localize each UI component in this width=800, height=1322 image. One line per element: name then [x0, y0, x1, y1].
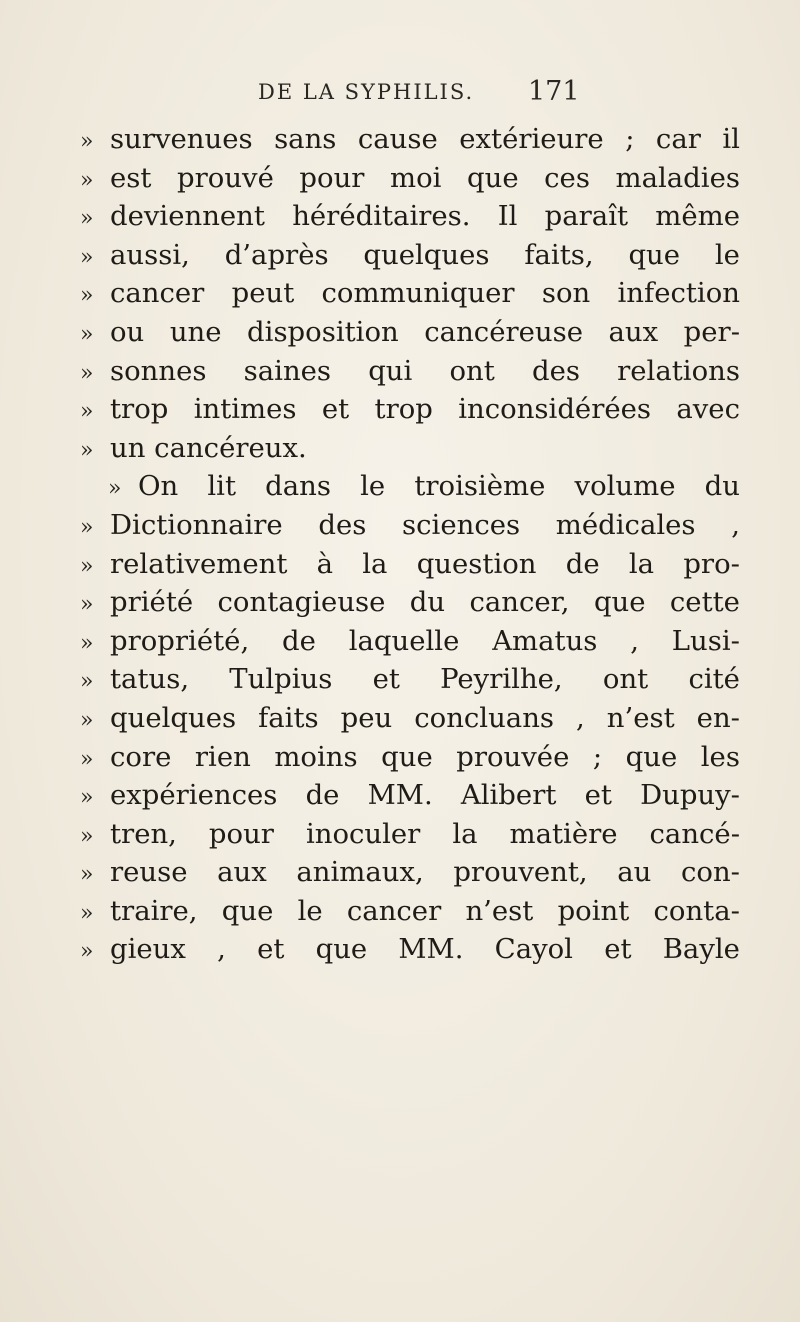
line-text: [110, 159, 740, 198]
word: faits,: [524, 238, 594, 271]
word: saines: [243, 354, 332, 387]
quote-mark: »: [80, 206, 94, 232]
word: inoculer: [305, 817, 421, 850]
text-line: [80, 660, 740, 699]
word: cancé-: [649, 817, 740, 850]
text-line: [80, 467, 740, 506]
page-number: 171: [528, 76, 580, 107]
word: d’après: [224, 238, 329, 271]
text-line: [80, 892, 740, 931]
quote-mark: »: [80, 669, 94, 695]
word: faits: [258, 701, 319, 734]
word: le: [714, 238, 740, 271]
word: Amatus: [492, 624, 598, 657]
word: contagieuse: [217, 586, 386, 619]
line-text: [110, 274, 740, 313]
word: rien: [194, 740, 251, 773]
body-text: [80, 120, 740, 969]
text-line: [80, 815, 740, 854]
word: que: [221, 894, 274, 927]
word: tren,: [110, 817, 177, 850]
line-text: [110, 545, 740, 584]
line-text: [138, 467, 740, 506]
word: et: [321, 393, 350, 426]
word: que: [315, 933, 368, 966]
text-line: [80, 313, 740, 352]
line-text: [110, 776, 740, 815]
word: et: [257, 933, 285, 966]
word: concluans: [414, 701, 555, 734]
word: Peyrilhe,: [440, 663, 563, 696]
line-text: [110, 699, 740, 738]
word: et: [604, 933, 632, 966]
word: de: [282, 624, 316, 657]
word: de: [565, 547, 600, 580]
word: deviennent: [110, 200, 265, 233]
word: ces: [544, 161, 590, 194]
word: On: [138, 470, 179, 503]
word: sciences: [402, 508, 521, 541]
word: cité: [688, 663, 740, 696]
word: infection: [617, 277, 740, 310]
word: volume: [574, 470, 676, 503]
line-text: [110, 390, 740, 429]
word: ,: [731, 508, 740, 541]
line-text: [110, 236, 740, 275]
word: communiquer: [321, 277, 515, 310]
word: MM.: [367, 779, 433, 812]
word: matière: [509, 817, 618, 850]
text-line: [80, 699, 740, 738]
word: la: [452, 817, 478, 850]
word: survenues: [110, 123, 253, 155]
word: tatus,: [110, 663, 190, 696]
line-text: [110, 352, 740, 391]
text-line: [80, 738, 740, 777]
word: Cayol: [494, 933, 573, 966]
word: core: [110, 740, 172, 773]
line-text: [110, 930, 740, 969]
word: ou: [110, 315, 145, 348]
word: n’est: [606, 701, 675, 734]
text-line: [80, 429, 740, 468]
word: médicales: [555, 508, 696, 541]
quote-mark: »: [80, 707, 94, 733]
word: moi: [390, 161, 442, 194]
text-line: [80, 274, 740, 313]
word: même: [655, 200, 740, 233]
word: traire,: [110, 894, 198, 927]
word: Alibert: [460, 779, 557, 812]
quote-mark: »: [80, 823, 94, 849]
word: les: [700, 740, 740, 773]
line-text: un cancéreux.: [110, 431, 307, 464]
word: aussi,: [110, 238, 190, 271]
word: que: [628, 238, 681, 271]
word: ont: [602, 663, 649, 696]
quote-mark: »: [80, 630, 94, 656]
word: le: [360, 470, 386, 503]
text-line: [80, 622, 740, 661]
word: et: [584, 779, 612, 812]
line-text: [110, 660, 740, 699]
word: il: [722, 123, 740, 155]
word: que: [381, 740, 433, 773]
text-line: [80, 352, 740, 391]
word: aux: [217, 856, 267, 889]
word: point: [557, 894, 630, 927]
word: en-: [696, 701, 740, 734]
word: une: [169, 315, 222, 348]
line-text: [110, 583, 740, 622]
quote-mark: »: [80, 360, 94, 386]
line-text: [110, 853, 740, 892]
word: la: [362, 547, 388, 580]
line-text: [110, 738, 740, 777]
word: prouvé: [177, 161, 274, 194]
word: paraît: [544, 200, 629, 233]
line-text: [110, 892, 740, 931]
word: laquelle: [348, 624, 460, 657]
word: qui: [368, 354, 413, 387]
word: héréditaires.: [292, 200, 471, 233]
word: trop: [374, 393, 433, 426]
word: de: [305, 779, 340, 812]
word: con-: [681, 856, 740, 889]
word: priété: [110, 586, 194, 619]
word: peut: [231, 277, 295, 310]
word: cancer: [346, 894, 442, 927]
word: prouvent,: [453, 856, 588, 889]
word: prouvée: [456, 740, 570, 773]
word: intimes: [193, 393, 297, 426]
word: cancéreuse: [424, 315, 583, 348]
word: disposition: [247, 315, 399, 348]
quote-mark: »: [80, 592, 94, 618]
word: inconsidérées: [458, 393, 652, 426]
word: Dupuy-: [640, 779, 740, 812]
quote-mark: »: [80, 785, 94, 811]
word: gieux: [110, 933, 186, 966]
quote-mark: »: [80, 862, 94, 888]
text-line: [80, 545, 740, 584]
word: pro-: [683, 547, 740, 580]
word: cause: [357, 123, 438, 155]
quote-mark: »: [80, 283, 94, 309]
word: est: [110, 161, 152, 194]
text-line: [80, 776, 740, 815]
word: trop: [110, 393, 169, 426]
text-line: [80, 930, 740, 969]
word: ,: [630, 624, 639, 657]
word: quelques: [110, 701, 237, 734]
word: moins: [274, 740, 358, 773]
word: sans: [274, 123, 337, 155]
word: du: [409, 586, 446, 619]
word: ;: [625, 123, 635, 155]
line-text: [110, 622, 740, 661]
word: maladies: [615, 161, 740, 194]
word: Dictionnaire: [110, 508, 283, 541]
line-text: [110, 197, 740, 236]
line-text: [110, 120, 740, 159]
word: extérieure: [459, 123, 604, 155]
word: quelques: [363, 238, 490, 271]
word: dans: [265, 470, 331, 503]
word: ont: [449, 354, 495, 387]
quote-mark: »: [80, 129, 94, 154]
word: cette: [669, 586, 740, 619]
text-line: [80, 506, 740, 545]
word: cancer: [110, 277, 205, 310]
text-line: [80, 197, 740, 236]
word: pour: [208, 817, 274, 850]
word: pour: [299, 161, 365, 194]
word: avec: [676, 393, 740, 426]
word: relations: [617, 354, 740, 387]
word: lit: [207, 470, 237, 503]
word: car: [655, 123, 701, 155]
running-title: DE LA SYPHILIS.: [258, 80, 475, 104]
word: cancer,: [469, 586, 570, 619]
word: Lusi-: [671, 624, 740, 657]
word: aux: [608, 315, 659, 348]
word: Tulpius: [229, 663, 333, 696]
text-line: [80, 853, 740, 892]
word: per-: [683, 315, 740, 348]
word: le: [297, 894, 323, 927]
word: que: [625, 740, 678, 773]
text-line: [80, 236, 740, 275]
word: et: [372, 663, 400, 696]
word: sonnes: [110, 354, 207, 387]
word: des: [318, 508, 367, 541]
word: reuse: [110, 856, 188, 889]
word: des: [531, 354, 580, 387]
text-line: [80, 583, 740, 622]
text-line: [80, 390, 740, 429]
word: ;: [592, 740, 603, 773]
word: troisième: [414, 470, 546, 503]
quote-mark: »: [80, 167, 94, 193]
word: que: [467, 161, 519, 194]
word: à: [316, 547, 334, 580]
line-text: [110, 506, 740, 545]
word: conta-: [653, 894, 740, 927]
word: Bayle: [662, 933, 740, 966]
quote-mark: »: [80, 399, 94, 425]
word: peu: [340, 701, 393, 734]
word: animaux,: [296, 856, 424, 889]
word: que: [593, 586, 646, 619]
word: ,: [576, 701, 585, 734]
word: question: [416, 547, 537, 580]
word: propriété,: [110, 624, 250, 657]
quote-mark: »: [80, 321, 94, 347]
quote-mark: »: [80, 244, 94, 270]
word: ,: [217, 933, 226, 966]
word: n’est: [465, 894, 534, 927]
quote-mark: »: [80, 553, 94, 579]
quote-mark: »: [80, 746, 94, 772]
word: expériences: [110, 779, 278, 812]
quote-mark: »: [80, 900, 94, 926]
quote-mark: »: [80, 939, 94, 965]
word: du: [704, 470, 740, 503]
text-line: [80, 159, 740, 198]
word: son: [541, 277, 591, 310]
quote-mark: »: [108, 476, 122, 502]
word: relativement: [110, 547, 288, 580]
line-text: [110, 313, 740, 352]
text-line: [80, 120, 740, 159]
word: Il: [497, 200, 518, 233]
quote-mark: »: [80, 514, 94, 540]
quote-mark: »: [80, 437, 94, 463]
line-text: [110, 815, 740, 854]
word: au: [617, 856, 652, 889]
word: MM.: [398, 933, 464, 966]
word: la: [628, 547, 655, 580]
